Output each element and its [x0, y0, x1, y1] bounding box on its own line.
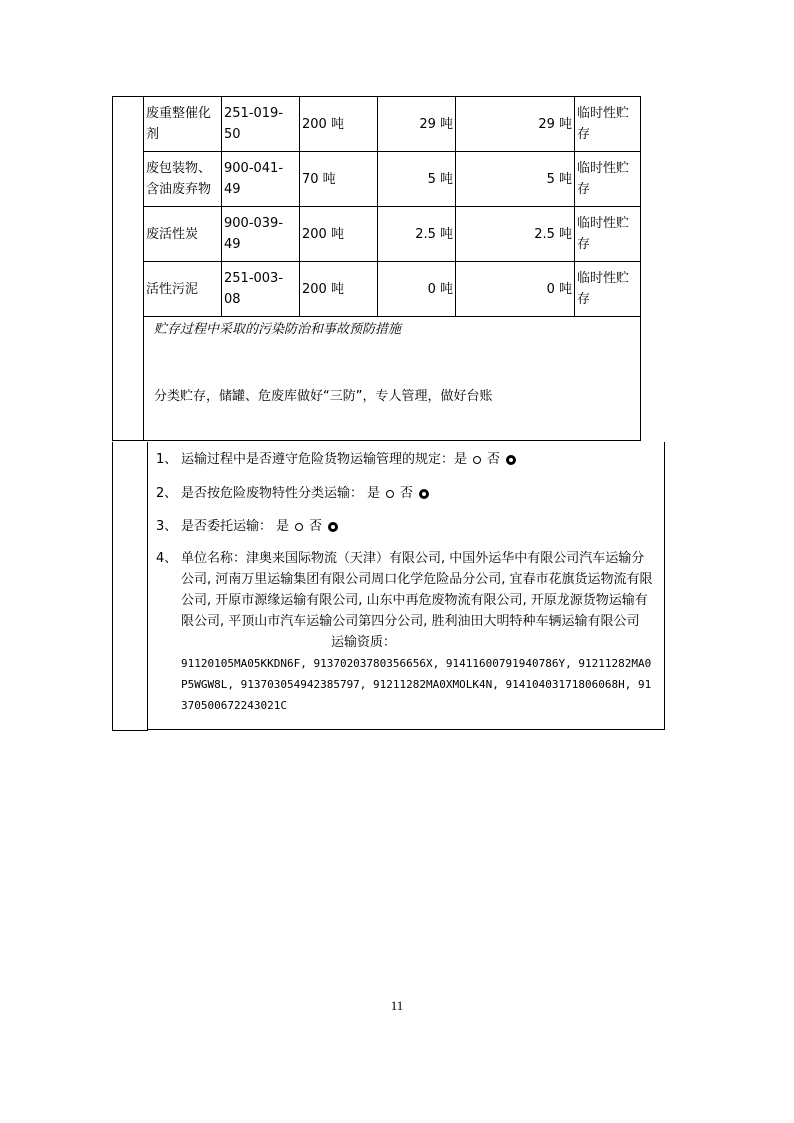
table-row [113, 262, 641, 317]
yes-label: 是 [367, 486, 381, 501]
table-row [113, 207, 641, 262]
yes-label: 是 [276, 519, 290, 534]
question-text: 是否委托运输： [181, 519, 273, 534]
waste-name: 废活性炭 [144, 207, 222, 262]
measures-body: 分类贮存，储罐、危废库做好“三防”，专人管理，做好台账 [154, 389, 493, 404]
yes-radio[interactable] [473, 456, 481, 464]
storage-method: 临时性贮存 [575, 207, 641, 262]
storage-capacity: 200 吨 [300, 97, 378, 152]
generated-amount: 5 吨 [378, 152, 456, 207]
transport-section [112, 442, 665, 730]
question-number: 3、 [156, 519, 178, 534]
question-2 [156, 482, 429, 501]
left-blank-cell [113, 97, 144, 441]
storage-capacity: 200 吨 [300, 207, 378, 262]
no-radio-selected[interactable] [328, 522, 338, 532]
transferred-amount: 2.5 吨 [456, 207, 575, 262]
waste-name: 废重整催化剂 [144, 97, 222, 152]
transport-cell [147, 442, 665, 730]
qualification-codes: 91120105MA05KKDN6F, 91370203780356656X, 91411600791940786Y, 91211282MA0P5WGW8L, 913703054942385797, 91211282MA0XMOLK4N, 91410403171806068H, 91370500672243021C [181, 657, 652, 712]
yes-radio[interactable] [295, 523, 303, 531]
transferred-amount: 5 吨 [456, 152, 575, 207]
hazardous-waste-table [112, 96, 641, 441]
question-number: 4、 [156, 551, 178, 566]
storage-method: 临时性贮存 [575, 152, 641, 207]
no-radio-selected[interactable] [506, 455, 516, 465]
measures-cell [144, 317, 641, 441]
carrier-names [156, 548, 656, 653]
measures-title: 贮存过程中采取的污染防治和事故预防措施 [154, 322, 402, 337]
transferred-amount: 0 吨 [456, 262, 575, 317]
generated-amount: 29 吨 [378, 97, 456, 152]
no-label: 否 [400, 486, 414, 501]
table-row [113, 152, 641, 207]
generated-amount: 2.5 吨 [378, 207, 456, 262]
page-number: 11 [390, 998, 404, 1013]
question-number: 2、 [156, 486, 178, 501]
question-4 [156, 548, 656, 716]
waste-code: 900-041-49 [222, 152, 300, 207]
yes-label: 是 [454, 452, 468, 467]
question-text: 是否按危险废物特性分类运输： [181, 486, 364, 501]
table-row [113, 97, 641, 152]
waste-code: 900-039-49 [222, 207, 300, 262]
qualification-label: 运输资质： [331, 635, 397, 650]
no-label: 否 [487, 452, 501, 467]
question-text: 运输过程中是否遵守危险货物运输管理的规定： [181, 452, 455, 467]
question-number: 1、 [156, 452, 178, 467]
storage-method: 临时性贮存 [575, 262, 641, 317]
waste-name: 废包装物、含油废弃物 [144, 152, 222, 207]
question-1 [156, 448, 516, 467]
waste-code: 251-019-50 [222, 97, 300, 152]
transferred-amount: 29 吨 [456, 97, 575, 152]
left-blank-cell [112, 442, 148, 731]
storage-capacity: 70 吨 [300, 152, 378, 207]
question-3 [156, 515, 338, 534]
storage-method: 临时性贮存 [575, 97, 641, 152]
generated-amount: 0 吨 [378, 262, 456, 317]
waste-name: 活性污泥 [144, 262, 222, 317]
waste-code: 251-003-08 [222, 262, 300, 317]
no-radio-selected[interactable] [419, 489, 429, 499]
measures-row [113, 317, 641, 441]
storage-capacity: 200 吨 [300, 262, 378, 317]
carrier-names-text: 单位名称：津奥来国际物流（天津）有限公司, 中国外运华中有限公司汽车运输分公司, 河南万里运输集团有限公司周口化学危险品分公司, 宜春市花旗货运物流有限公司, 开原市源缘运输有限公司, 山东中再危废物流有限公司, 开原龙源货物运输有限公司, 平顶山市汽车运输公司第四分公司, 胜利油田大明特种车辆运输有限公司 [181, 551, 653, 629]
yes-radio[interactable] [386, 490, 394, 498]
no-label: 否 [309, 519, 323, 534]
